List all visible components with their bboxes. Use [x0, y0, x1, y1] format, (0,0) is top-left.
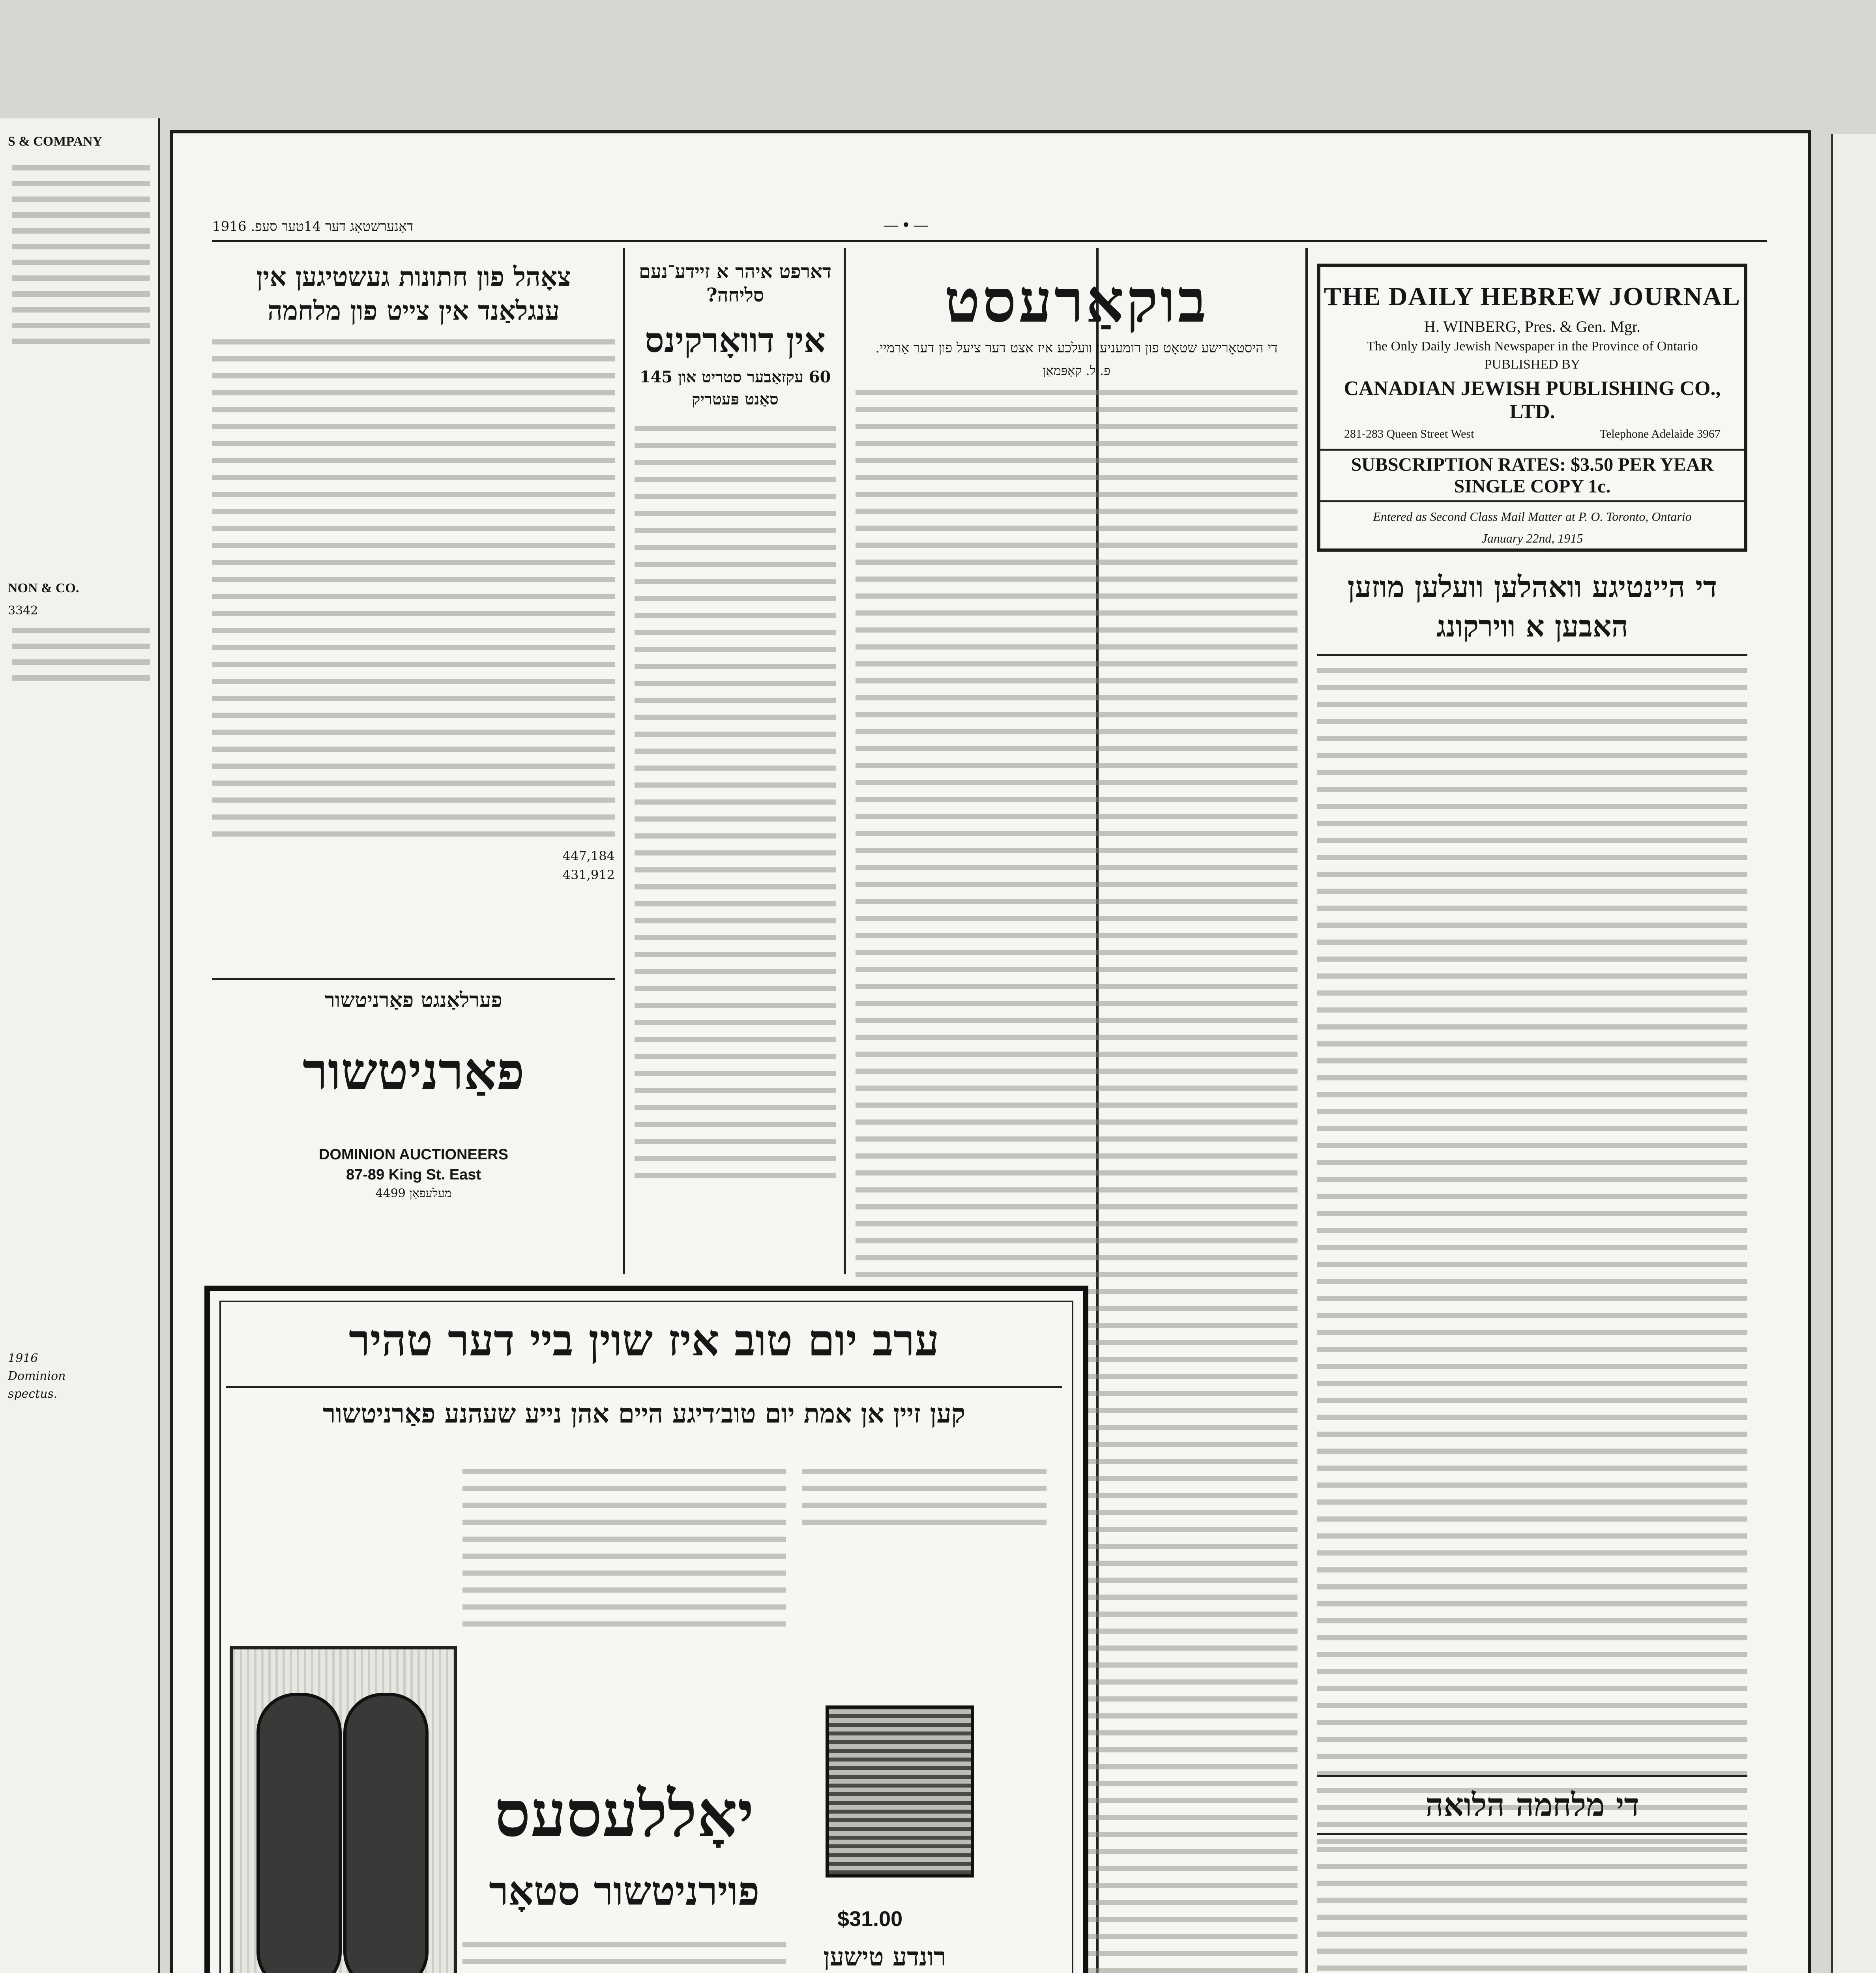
wardrobe-illustration: [230, 1646, 457, 1973]
column-rule: [1305, 248, 1308, 1973]
fragment-word-2: spectus.: [8, 1387, 58, 1401]
fragment-company-1: S & COMPANY: [8, 134, 103, 149]
war-loan-headline: די מלחמה הלואה: [1317, 1775, 1747, 1835]
table-label: רונדע טישען: [823, 1942, 946, 1972]
bukarest-subhead: די היסטאָרישע שטאָט פון רומעניען וועלכע איז אצט דער ציעל פון דער אַרמיי.: [875, 340, 1278, 356]
newspaper-page: [170, 130, 1811, 1973]
journal-publisher: CANADIAN JEWISH PUBLISHING CO., LTD.: [1344, 377, 1721, 423]
stove-illustration: [826, 1705, 974, 1878]
article-marriages: [212, 260, 615, 1088]
journal-address: 281-283 Queen Street West: [1344, 427, 1474, 440]
marriages-stat-2: 431,912: [562, 867, 615, 882]
masthead: [212, 216, 1767, 242]
journal-entered: Entered as Second Class Mail Matter at P. O. Toronto, Ontario: [1373, 509, 1692, 524]
fragment-number: 3342: [8, 604, 38, 618]
issue-date: דאָנערשטאָג דער 14טער סעפ. 1916: [212, 219, 413, 234]
article-hinenburg: [1317, 567, 1747, 1759]
dworkins-address: 60 עקזאַבער סטריט און 145 סאַנט פּעטריק: [639, 368, 831, 408]
auction-company: DOMINION AUCTIONEERS: [319, 1146, 508, 1163]
masthead-ornament: —•—: [883, 216, 931, 234]
bukarest-byline: פ. ל. קאָפּמאַן: [1043, 363, 1110, 378]
column-rule: [623, 248, 625, 1274]
dworkins-headline: אין דוואָרקינס: [645, 320, 826, 360]
ad-headline: ערב יום טוב איז שוין ביי דער טהיר: [348, 1315, 940, 1366]
journal-entered-date: January 22nd, 1915: [1481, 531, 1583, 545]
column-rule: [844, 248, 846, 1274]
single-copy-price: SINGLE COPY 1c.: [1454, 476, 1611, 497]
auction-sub: פערלאַנגט פאַרניטשור: [325, 988, 502, 1012]
auction-phone: מעלעפאָן 4499: [375, 1187, 452, 1200]
adjacent-page-fragment: [0, 118, 160, 1973]
bukarest-headline: בוקאַרעסט: [944, 266, 1209, 336]
hinenburg-headline: די היינטיגע וואהלען וועלען מוזען האבען א ווירקונג: [1317, 567, 1747, 656]
stove-price: $31.00: [837, 1907, 903, 1931]
journal-rates: [1320, 449, 1744, 502]
ad-stove-text: [802, 1457, 1047, 1525]
journal-address-row: [1320, 427, 1744, 441]
article-war-loan: [1317, 1775, 1747, 1973]
fragment-company-2: NON & CO.: [8, 581, 79, 595]
auction-headline: פאַרניטשור: [302, 1041, 525, 1101]
yolles-ad: [204, 1286, 1088, 1973]
journal-manager: H. WINBERG, Pres. & Gen. Mgr.: [1424, 318, 1641, 335]
auction-address: 87-89 King St. East: [346, 1166, 481, 1183]
journal-slogan: The Only Daily Jewish Newspaper in the Province of Ontario: [1367, 339, 1698, 354]
ad-body-text: [462, 1457, 786, 1627]
masthead-box: [1317, 264, 1747, 552]
ad-subhead: קען זיין אן אמת יום טוב׳דיגע היים אהן נייע שעהנע פאַרניטשור: [226, 1386, 1062, 1431]
store-name: יאָללעסעס: [494, 1777, 754, 1851]
war-loan-body: [1317, 1847, 1747, 1973]
article-dworkins: [635, 260, 836, 1278]
fragment-word: Dominion: [8, 1369, 66, 1383]
journal-published-by: PUBLISHED BY: [1484, 357, 1580, 372]
subscription-rate: SUBSCRIPTION RATES: $3.50 PER YEAR: [1351, 454, 1714, 475]
store-type: פוירניטשור סטאָר: [489, 1868, 760, 1914]
journal-phone: Telephone Adelaide 3967: [1599, 427, 1721, 440]
adjacent-page-fragment-right: [1831, 134, 1876, 1973]
hinenburg-body: [1317, 668, 1747, 1844]
marriages-body: [212, 339, 615, 837]
auction-ad: [212, 978, 615, 1278]
dworkins-body: [635, 426, 836, 1178]
store-description: [462, 1930, 786, 1973]
journal-title: THE DAILY HEBREW JOURNAL: [1324, 282, 1741, 311]
marriages-headline: צאָהל פון חתונות געשטיגען אין ענגלאַנד אין צייט פון מלחמה: [256, 261, 571, 326]
marriages-stat-1: 447,184: [562, 848, 615, 863]
dworkins-top: דארפט איהר א זיידע־נעם סליחה?: [638, 260, 832, 306]
fragment-year: 1916: [8, 1352, 38, 1365]
